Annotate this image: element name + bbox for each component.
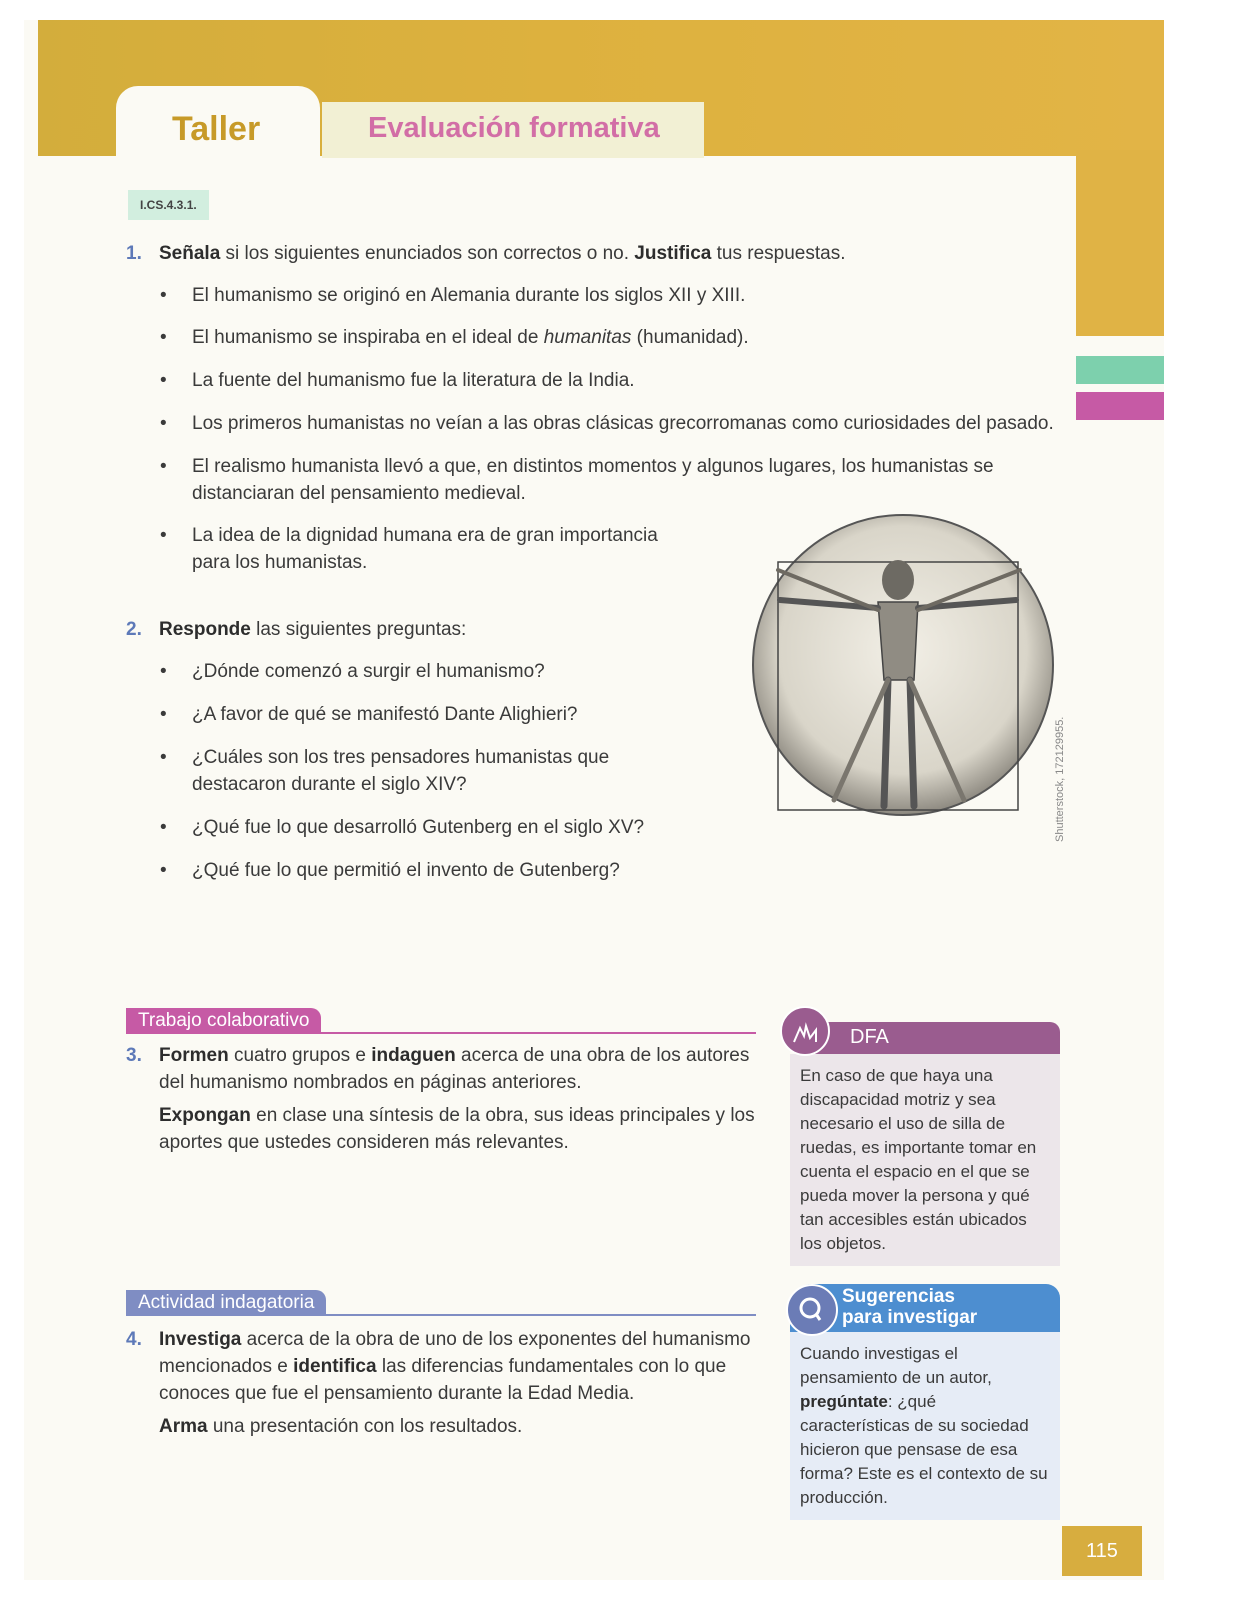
evaluation-tab	[322, 102, 704, 158]
verb: identifica	[293, 1356, 377, 1377]
text: en clase una síntesis de la obra, sus ideas principales y los aportes que ustedes consideren más relevantes.	[159, 1105, 755, 1153]
dfa-title: DFA	[850, 1026, 889, 1048]
collab-divider	[126, 1032, 756, 1034]
question-text	[159, 240, 1046, 267]
question-number: 2.	[126, 619, 142, 640]
list-item: • El humanismo se inspiraba en el ideal de humanitas (humanidad).	[160, 324, 1060, 351]
list-item: • El realismo humanista llevó a que, en distintos momentos y algunos lugares, los humanistas se distanciaran del pensamiento medieval.	[160, 453, 1050, 507]
side-band	[1076, 150, 1164, 336]
suggestions-box	[790, 1284, 1060, 1520]
question-text	[159, 1042, 761, 1096]
taller-tab	[116, 86, 320, 158]
item-text: La fuente del humanismo fue la literatura de la India.	[192, 370, 635, 391]
verb: Justifica	[634, 243, 712, 264]
list-item: • ¿Qué fue lo que permitió el invento de Gutenberg?	[160, 857, 1060, 884]
text: acerca de la obra de uno de los exponentes del humanismo mencionados e	[159, 1329, 751, 1377]
item-text: El humanismo se originó en Alemania durante los siglos XII y XIII.	[192, 285, 746, 306]
list-item: • ¿A favor de qué se manifestó Dante Alighieri?	[160, 701, 1060, 728]
item-text: ¿Qué fue lo que permitió el invento de Gutenberg?	[192, 860, 620, 881]
verb: Formen	[159, 1045, 229, 1066]
item-text: Los primeros humanistas no veían a las obras clásicas grecorromanas como curiosidades del pasado.	[192, 413, 1054, 434]
item-text: La idea de la dignidad humana era de gran importancia para los humanistas.	[192, 525, 658, 573]
list-item: • ¿Qué fue lo que desarrolló Gutenberg en el siglo XV?	[160, 814, 1060, 841]
verb: Arma	[159, 1416, 208, 1437]
suggestions-title	[842, 1286, 977, 1328]
pink-strip	[1076, 392, 1164, 420]
question-number: 1.	[126, 243, 142, 264]
item-text: ¿Dónde comenzó a surgir el humanismo?	[192, 661, 545, 682]
verb: Expongan	[159, 1105, 251, 1126]
text: las siguientes preguntas:	[250, 619, 467, 640]
hands-icon	[780, 1006, 830, 1056]
item-text: ¿Cuáles son los tres pensadores humanistas que destacaron durante el siglo XIV?	[192, 747, 610, 795]
question-text	[159, 1102, 761, 1156]
question-text	[159, 1413, 761, 1440]
verb: Señala	[159, 243, 221, 264]
text: tus respuestas.	[711, 243, 846, 264]
text: una presentación con los resultados.	[207, 1416, 523, 1437]
verb: Investiga	[159, 1329, 242, 1350]
question-1	[126, 240, 1046, 267]
list-item: • La fuente del humanismo fue la literatura de la India.	[160, 367, 1060, 394]
verb: indaguen	[371, 1045, 456, 1066]
item-text: El humanismo se inspiraba en el ideal de humanitas (humanidad).	[192, 327, 749, 348]
title-line: Sugerencias	[842, 1286, 955, 1307]
collab-label: Trabajo colaborativo	[126, 1008, 321, 1034]
indicator-code: I.CS.4.3.1.	[128, 190, 209, 220]
suggestions-header	[790, 1284, 1060, 1332]
verb: Responde	[159, 619, 251, 640]
question-text	[159, 1326, 761, 1407]
item-text: El realismo humanista llevó a que, en distintos momentos y algunos lugares, los humanistas se distanciaran del pensamiento medieval.	[192, 456, 994, 504]
question-number: 4.	[126, 1329, 142, 1350]
list-item: • El humanismo se originó en Alemania durante los siglos XII y XIII.	[160, 282, 1060, 309]
list-item: • La idea de la dignidad humana era de gran importancia para los humanistas.	[160, 522, 700, 576]
dfa-header	[810, 1022, 1060, 1054]
item-text: ¿Qué fue lo que desarrolló Gutenberg en el siglo XV?	[192, 817, 645, 838]
list-item: • Los primeros humanistas no veían a las obras clásicas grecorromanas como curiosidades del pasado.	[160, 410, 1060, 437]
text: si los siguientes enunciados son correctos o no.	[220, 243, 635, 264]
dfa-body: En caso de que haya una discapacidad motriz y sea necesario el uso de silla de ruedas, es importante tomar en cuenta el espacio en el que se pueda mover la persona y qué tan accesibles están ubicados los objetos.	[790, 1054, 1060, 1266]
inquiry-label: Actividad indagatoria	[126, 1290, 326, 1316]
section-title: Evaluación formativa	[368, 112, 660, 144]
search-icon	[786, 1284, 838, 1336]
green-strip	[1076, 356, 1164, 384]
title-line: para investigar	[842, 1307, 978, 1328]
question-3	[126, 1042, 761, 1156]
taller-label: Taller	[172, 110, 261, 148]
text: acerca de una obra de los autores del humanismo nombrados en páginas anteriores.	[159, 1045, 750, 1093]
question-number: 3.	[126, 1045, 142, 1066]
item-text: ¿A favor de qué se manifestó Dante Alighieri?	[192, 704, 578, 725]
page-number: 115	[1062, 1526, 1142, 1576]
text: cuatro grupos e	[228, 1045, 372, 1066]
question-4	[126, 1326, 761, 1440]
list-item: • ¿Cuáles son los tres pensadores humanistas que destacaron durante el siglo XIV?	[160, 744, 690, 798]
inquiry-divider	[126, 1314, 756, 1316]
list-item: • ¿Dónde comenzó a surgir el humanismo?	[160, 658, 1060, 685]
vitruvian-man-illustration	[738, 510, 1068, 840]
image-credit: Shutterstock, 172129955.	[1054, 716, 1066, 842]
suggestions-body: Cuando investigas el pensamiento de un autor, pregúntate: ¿qué características de su sociedad hicieron que pensase de esa forma? Este es el contexto de su producción.	[790, 1332, 1060, 1520]
dfa-box	[790, 1022, 1060, 1266]
text: las diferencias fundamentales con lo que conoces que fue el pensamiento durante la Edad Media.	[159, 1356, 727, 1404]
